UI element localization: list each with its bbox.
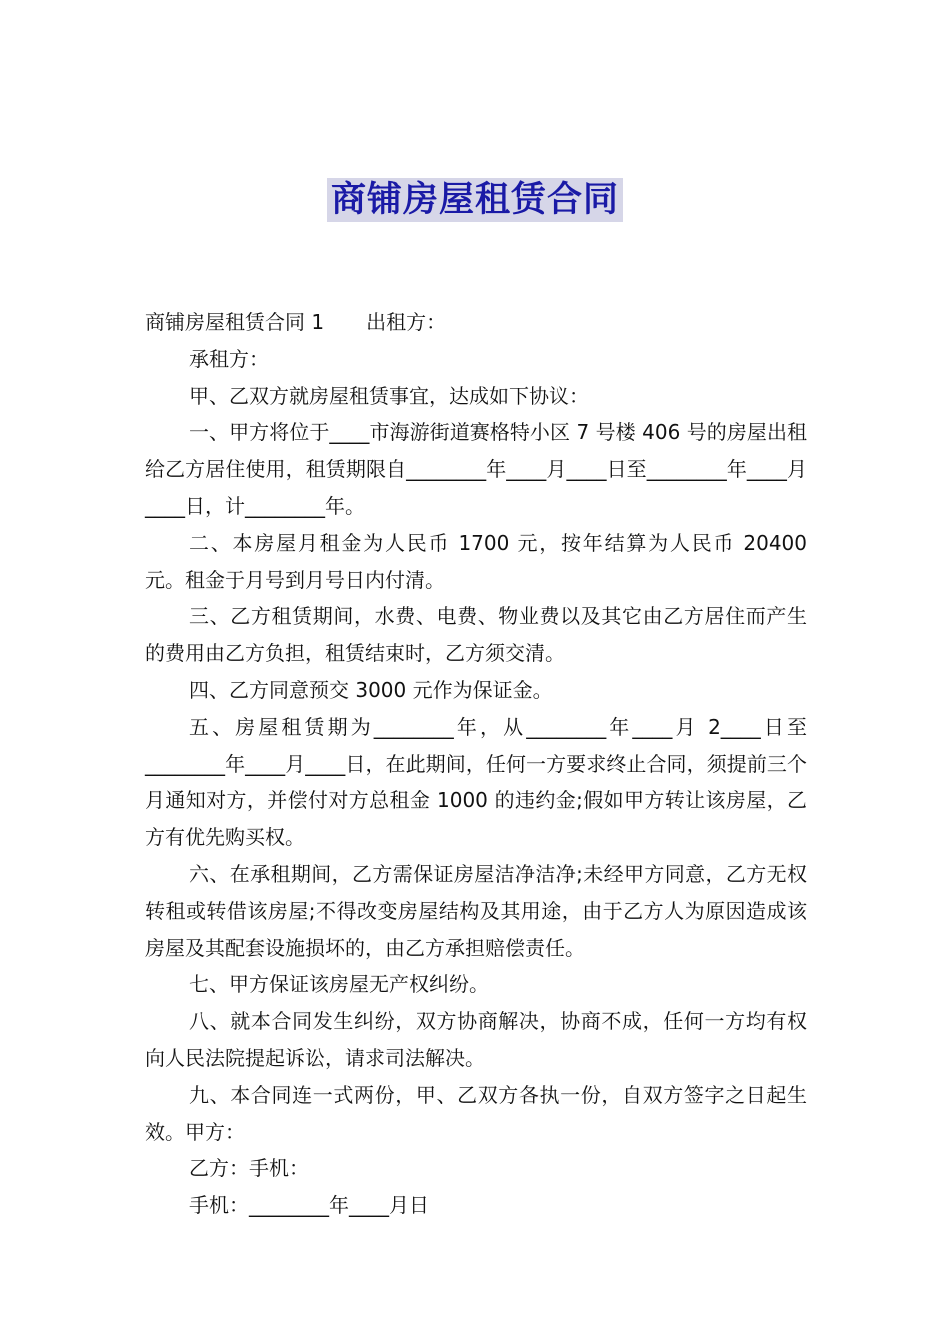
document-body xyxy=(145,304,807,1224)
lessor-label: 出租方： xyxy=(366,310,447,334)
document-title: 商铺房屋租赁合同 xyxy=(327,178,623,222)
clause-2: 二、本房屋月租金为人民币 1700 元，按年结算为人民币 20400 元。租金于月号到月号日内付清。 xyxy=(145,530,807,592)
paragraph-intro: 甲、乙双方就房屋租赁事宜，达成如下协议： xyxy=(189,383,589,408)
clause-4: 四、乙方同意预交 3000 元作为保证金。 xyxy=(189,677,553,702)
clause-6: 六、在承租期间，乙方需保证房屋洁净洁净;未经甲方同意，乙方无权转租或转借该房屋;不得改变房屋结构及其用途，由于乙方人为原因造成该房屋及其配套设施损坏的，由乙方承担赔偿责任。 xyxy=(145,861,807,960)
signature-phone-date: 手机：________年____月日 xyxy=(189,1193,429,1218)
clause-1: 一、甲方将位于____市海游街道赛格特小区 7 号楼 406 号的房屋出租给乙方居住使用，租赁期限自________年____月____日至________年____月____日，计________年。 xyxy=(145,420,807,518)
clause-9: 九、本合同连一式两份，甲、乙双方各执一份，自双方签字之日起生效。甲方： xyxy=(145,1082,807,1144)
signature-party-b: 乙方：手机： xyxy=(189,1156,309,1181)
clause-7: 七、甲方保证该房屋无产权纠纷。 xyxy=(189,972,489,997)
paragraph-lessee: 承租方： xyxy=(189,346,269,371)
first-line-heading: 商铺房屋租赁合同 1 xyxy=(145,310,325,334)
title-container xyxy=(0,178,950,222)
clause-5: 五、房屋租赁期为________年，从________年____月 2____日至________年____月____日，在此期间，任何一方要求终止合同，须提前三个月通知对方，并偿付对方总租金 1000 的违约金;假如甲方转让该房屋，乙方有优先购买权。 xyxy=(145,714,807,850)
clause-8: 八、就本合同发生纠纷，双方协商解决，协商不成，任何一方均有权向人民法院提起诉讼，请求司法解决。 xyxy=(145,1009,807,1070)
first-line xyxy=(145,304,807,341)
clause-3: 三、乙方租赁期间，水费、电费、物业费以及其它由乙方居住而产生的费用由乙方负担，租赁结束时，乙方须交清。 xyxy=(145,604,807,666)
